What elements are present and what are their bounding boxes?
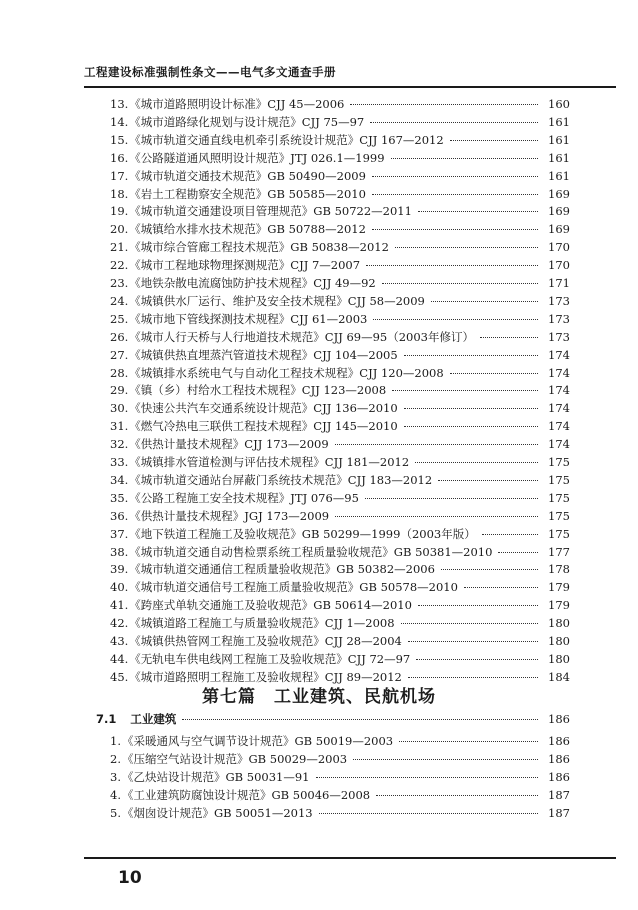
toc-entry[interactable] <box>110 633 570 651</box>
dot-leader <box>408 677 538 678</box>
toc-entry[interactable] <box>110 751 570 769</box>
entry-number: 21. <box>110 240 129 255</box>
entry-number: 20. <box>110 222 129 237</box>
toc-entry[interactable] <box>110 508 570 526</box>
entry-number: 4. <box>110 787 121 802</box>
entry-title: 《燃气冷热电三联供工程技术规程》CJJ 145—2010 <box>129 419 398 434</box>
dot-leader <box>480 337 538 338</box>
entry-title: 《城市道路照明设计标准》CJJ 45—2006 <box>129 97 345 111</box>
toc-entry[interactable] <box>110 615 570 633</box>
entry-page-number: 173 <box>548 329 570 344</box>
toc-entry[interactable] <box>110 769 570 787</box>
entry-page-number: 180 <box>548 651 570 666</box>
dot-leader <box>365 498 538 499</box>
dot-leader <box>415 462 538 463</box>
entry-number: 27. <box>110 347 129 362</box>
section-number: 7.1 <box>96 712 117 726</box>
entry-page-number: 186 <box>548 769 570 784</box>
entry-page-number: 174 <box>548 419 570 434</box>
dot-leader <box>376 795 538 796</box>
dot-leader <box>395 247 538 248</box>
entry-page-number: 175 <box>548 526 570 541</box>
dot-leader <box>382 283 538 284</box>
entry-title: 《地铁杂散电流腐蚀防护技术规程》CJJ 49—92 <box>129 276 376 290</box>
entry-number: 36. <box>110 508 129 523</box>
entry-title: 《地下铁道工程施工及验收规范》GB 50299—1999（2003年版） <box>129 526 476 541</box>
entry-number: 31. <box>110 419 129 434</box>
entry-title: 《城市轨道交通建设项目管理规范》GB 50722—2011 <box>129 204 412 219</box>
dot-leader <box>372 194 538 195</box>
dot-leader <box>418 605 538 606</box>
entry-title: 《城市轨道交通技术规范》GB 50490—2009 <box>129 168 366 183</box>
entry-title: 《公路工程施工安全技术规程》JTJ 076—95 <box>129 490 359 505</box>
toc-entry[interactable] <box>110 293 570 311</box>
toc-entry[interactable] <box>110 561 570 579</box>
dot-leader <box>353 759 538 760</box>
entry-page-number: 175 <box>548 508 570 523</box>
entry-number: 17. <box>110 168 129 183</box>
dot-leader <box>182 719 538 720</box>
toc-entry[interactable] <box>110 418 570 436</box>
toc-entry[interactable] <box>110 275 570 293</box>
entry-title: 《城市轨道交通自动售检票系统工程质量验收规范》GB 50381—2010 <box>129 544 493 559</box>
toc-entry[interactable] <box>110 579 570 597</box>
entry-number: 13. <box>110 97 129 111</box>
toc-entry[interactable] <box>110 329 570 347</box>
entry-number: 34. <box>110 472 129 487</box>
entry-number: 35. <box>110 490 129 505</box>
entry-title: 《岩土工程勘察安全规范》GB 50585—2010 <box>129 186 366 201</box>
entry-page-number: 175 <box>548 490 570 505</box>
toc-entry[interactable] <box>110 203 570 221</box>
toc-entry[interactable] <box>110 544 570 562</box>
entry-number: 19. <box>110 204 129 219</box>
dot-leader <box>372 176 538 177</box>
part-title: 第七篇 工业建筑、民航机场 <box>202 687 436 707</box>
entry-page-number: 169 <box>548 186 570 201</box>
dot-leader <box>438 480 538 481</box>
entry-page-number: 174 <box>548 365 570 380</box>
toc-entry[interactable] <box>110 436 570 454</box>
section-title: 工业建筑 <box>130 712 177 726</box>
entry-title: 《城镇排水管道检测与评估技术规程》CJJ 181—2012 <box>129 455 410 469</box>
entry-title: 《乙炔站设计规范》GB 50031—91 <box>121 769 310 784</box>
entry-title: 《供热计量技术规程》CJJ 173—2009 <box>129 437 329 452</box>
toc-entry[interactable] <box>110 787 570 805</box>
entry-number: 40. <box>110 580 129 595</box>
entry-page-number: 186 <box>548 734 570 748</box>
entry-page-number: 178 <box>548 562 570 577</box>
entry-page-number: 174 <box>548 383 570 398</box>
entry-number: 44. <box>110 651 129 666</box>
entry-title: 《无轨电车供电线网工程施工及验收规范》CJJ 72—97 <box>129 651 411 666</box>
entry-number: 43. <box>110 634 129 648</box>
dot-leader <box>408 641 538 642</box>
toc-entry[interactable] <box>110 186 570 204</box>
entry-title: 《跨座式单轨交通施工及验收规范》GB 50614—2010 <box>129 598 412 613</box>
dot-leader <box>450 140 538 141</box>
toc-entry[interactable] <box>110 651 570 669</box>
entry-title: 《城镇供热直埋蒸汽管道技术规程》CJJ 104—2005 <box>129 347 398 362</box>
entry-page-number: 175 <box>548 472 570 487</box>
dot-leader <box>418 211 538 212</box>
entry-number: 18. <box>110 186 129 201</box>
dot-leader <box>335 516 538 517</box>
entry-page-number: 170 <box>548 240 570 255</box>
dot-leader <box>416 659 538 660</box>
entry-number: 2. <box>110 751 121 766</box>
entry-title: 《烟囱设计规范》GB 50051—2013 <box>121 805 313 820</box>
entry-number: 5. <box>110 805 121 820</box>
dot-leader <box>464 587 538 588</box>
entry-page-number: 161 <box>548 168 570 183</box>
entry-number: 32. <box>110 437 129 452</box>
dot-leader <box>373 319 538 320</box>
dot-leader <box>498 552 538 553</box>
toc-entry[interactable] <box>110 257 570 275</box>
entry-page-number: 179 <box>548 598 570 613</box>
entry-page-number: 161 <box>548 114 570 129</box>
toc-entry[interactable] <box>110 733 570 751</box>
entry-title: 《城市地下管线探测技术规程》CJJ 61—2003 <box>129 311 368 326</box>
entry-title: 《城市轨道交通通信工程质量验收规范》GB 50382—2006 <box>129 562 435 577</box>
entry-title: 《城市工程地球物理探测规范》CJJ 7—2007 <box>129 258 361 273</box>
dot-leader <box>431 301 538 302</box>
entry-number: 3. <box>110 769 121 784</box>
dot-leader <box>391 158 538 159</box>
toc-entry[interactable] <box>110 382 570 400</box>
toc-entry[interactable] <box>110 132 570 150</box>
entry-title: 《城市轨道交通直线电机牵引系统设计规范》CJJ 167—2012 <box>129 132 444 147</box>
entry-title: 《城市综合管廊工程技术规范》GB 50838—2012 <box>129 240 389 255</box>
entry-page-number: 170 <box>548 258 570 273</box>
entry-title: 《城镇供水厂运行、维护及安全技术规程》CJJ 58—2009 <box>129 293 425 308</box>
entry-number: 45. <box>110 669 129 684</box>
toc-entry[interactable] <box>110 526 570 544</box>
dot-leader <box>370 122 538 123</box>
entry-number: 1. <box>110 734 121 748</box>
toc-entry[interactable] <box>110 472 570 490</box>
entry-title: 《城镇给水排水技术规范》GB 50788—2012 <box>129 222 366 237</box>
entry-number: 25. <box>110 311 129 326</box>
entry-title: 《城市道路照明工程施工及验收规程》CJJ 89—2012 <box>129 669 402 684</box>
toc-entry[interactable] <box>110 597 570 615</box>
entry-page-number: 161 <box>548 150 570 165</box>
entry-page-number: 169 <box>548 204 570 219</box>
entry-page-number: 171 <box>548 276 570 290</box>
entry-number: 14. <box>110 114 129 129</box>
entry-number: 42. <box>110 616 129 631</box>
entry-title: 《城镇供热管网工程施工及验收规范》CJJ 28—2004 <box>129 634 402 648</box>
entry-title: 《城镇道路工程施工与质量验收规范》CJJ 1—2008 <box>129 616 395 631</box>
toc-entry[interactable] <box>110 365 570 383</box>
entry-number: 38. <box>110 544 129 559</box>
entry-page-number: 161 <box>548 132 570 147</box>
section-heading-row[interactable] <box>96 711 570 729</box>
entry-page-number: 169 <box>548 222 570 237</box>
entry-number: 29. <box>110 383 129 398</box>
dot-leader <box>404 426 538 427</box>
dot-leader <box>401 623 538 624</box>
entry-number: 28. <box>110 365 129 380</box>
toc-entry[interactable] <box>110 168 570 186</box>
toc-entry[interactable] <box>110 96 570 114</box>
dot-leader <box>316 777 539 778</box>
entry-number: 24. <box>110 293 129 308</box>
entry-title: 《供热计量技术规程》JGJ 173—2009 <box>129 508 330 523</box>
entry-title: 《城市人行天桥与人行地道技术规范》CJJ 69—95（2003年修订） <box>129 329 475 344</box>
entry-title: 《公路隧道通风照明设计规范》JTJ 026.1—1999 <box>129 150 385 165</box>
entry-page-number: 160 <box>548 97 570 111</box>
entry-number: 41. <box>110 598 129 613</box>
entry-title: 《工业建筑防腐蚀设计规范》GB 50046—2008 <box>121 787 371 802</box>
entry-title: 《镇（乡）村给水工程技术规程》CJJ 123—2008 <box>129 383 387 398</box>
section-page-number: 186 <box>548 712 570 726</box>
entry-number: 30. <box>110 401 129 416</box>
dot-leader <box>450 373 538 374</box>
toc-entry[interactable] <box>110 400 570 418</box>
dot-leader <box>319 813 538 814</box>
toc-entry[interactable] <box>110 490 570 508</box>
entry-page-number: 186 <box>548 751 570 766</box>
entry-number: 33. <box>110 455 129 469</box>
dot-leader <box>404 408 538 409</box>
dot-leader <box>335 444 538 445</box>
toc-entry[interactable] <box>110 805 570 823</box>
toc-entry[interactable] <box>110 347 570 365</box>
page-number: 10 <box>118 868 142 888</box>
entry-page-number: 174 <box>548 347 570 362</box>
running-header: 工程建设标准强制性条文——电气多文通查手册 <box>84 65 336 79</box>
entry-page-number: 180 <box>548 616 570 631</box>
dot-leader <box>392 390 538 391</box>
dot-leader <box>441 569 538 570</box>
entry-title: 《城市轨道交通站台屏蔽门系统技术规范》CJJ 183—2012 <box>129 472 433 487</box>
entry-number: 39. <box>110 562 129 577</box>
entry-number: 26. <box>110 329 129 344</box>
entry-page-number: 184 <box>548 669 570 684</box>
toc-entry[interactable] <box>110 454 570 472</box>
dot-leader <box>350 104 538 105</box>
entry-page-number: 180 <box>548 634 570 648</box>
toc-entry[interactable] <box>110 150 570 168</box>
entry-number: 22. <box>110 258 129 273</box>
entry-page-number: 173 <box>548 293 570 308</box>
entry-number: 16. <box>110 150 129 165</box>
entry-title: 《城市道路绿化规划与设计规范》CJJ 75—97 <box>129 114 365 129</box>
entry-number: 23. <box>110 276 129 290</box>
footer-rule <box>84 857 616 859</box>
dot-leader <box>482 534 538 535</box>
entry-page-number: 175 <box>548 455 570 469</box>
entry-title: 《城市轨道交通信号工程施工质量验收规范》GB 50578—2010 <box>129 580 458 595</box>
entry-title: 《压缩空气站设计规范》GB 50029—2003 <box>121 751 348 766</box>
entry-page-number: 179 <box>548 580 570 595</box>
entry-page-number: 187 <box>548 787 570 802</box>
entry-page-number: 173 <box>548 311 570 326</box>
entry-page-number: 174 <box>548 401 570 416</box>
entry-page-number: 187 <box>548 805 570 820</box>
entry-title: 《采暖通风与空气调节设计规范》GB 50019—2003 <box>121 734 394 748</box>
entry-title: 《快速公共汽车交通系统设计规范》CJJ 136—2010 <box>129 401 398 416</box>
dot-leader <box>399 741 538 742</box>
entry-number: 37. <box>110 526 129 541</box>
entry-title: 《城镇排水系统电气与自动化工程技术规程》CJJ 120—2008 <box>129 365 444 380</box>
dot-leader <box>366 265 538 266</box>
dot-leader <box>404 355 538 356</box>
header-rule <box>84 86 616 88</box>
toc-entry[interactable] <box>110 311 570 329</box>
toc-entry[interactable] <box>110 239 570 257</box>
entry-number: 15. <box>110 132 129 147</box>
dot-leader <box>372 229 538 230</box>
toc-entry[interactable] <box>110 114 570 132</box>
entry-page-number: 177 <box>548 544 570 559</box>
toc-entry[interactable] <box>110 221 570 239</box>
entry-page-number: 174 <box>548 437 570 452</box>
